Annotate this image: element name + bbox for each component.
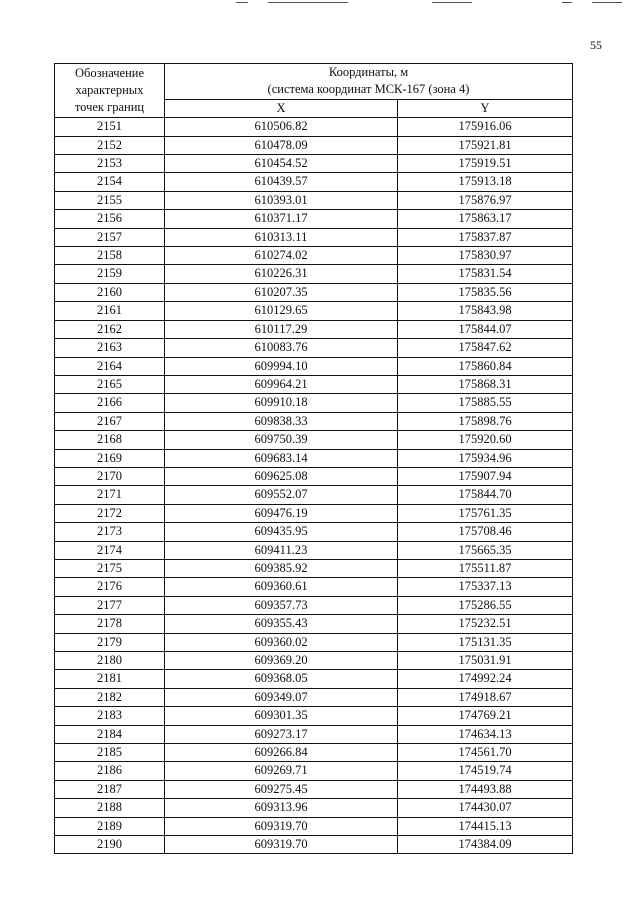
coordinates-table xyxy=(54,63,573,854)
x-coordinate-cell: 610393.01 xyxy=(165,191,398,209)
table-row xyxy=(55,504,573,522)
y-coordinate-cell: 175837.87 xyxy=(398,228,573,246)
table-body xyxy=(55,118,573,854)
point-id-cell: 2166 xyxy=(55,394,165,412)
table-row xyxy=(55,799,573,817)
y-coordinate-cell: 175847.62 xyxy=(398,339,573,357)
table-row xyxy=(55,615,573,633)
point-id-cell: 2161 xyxy=(55,302,165,320)
point-id-cell: 2159 xyxy=(55,265,165,283)
x-coordinate-cell: 610478.09 xyxy=(165,136,398,154)
y-coordinate-cell: 175860.84 xyxy=(398,357,573,375)
point-id-cell: 2177 xyxy=(55,596,165,614)
x-coordinate-cell: 609910.18 xyxy=(165,394,398,412)
point-id-cell: 2179 xyxy=(55,633,165,651)
table-row xyxy=(55,688,573,706)
table-row xyxy=(55,265,573,283)
point-id-cell: 2151 xyxy=(55,118,165,136)
y-coordinate-cell: 175830.97 xyxy=(398,247,573,265)
table-row xyxy=(55,762,573,780)
point-id-cell: 2185 xyxy=(55,744,165,762)
table-row xyxy=(55,357,573,375)
table-row xyxy=(55,173,573,191)
y-coordinate-cell: 174634.13 xyxy=(398,725,573,743)
x-column-header: X xyxy=(165,99,398,117)
y-coordinate-cell: 175907.94 xyxy=(398,467,573,485)
table-row xyxy=(55,467,573,485)
table-row xyxy=(55,136,573,154)
point-id-cell: 2157 xyxy=(55,228,165,246)
y-coordinate-cell: 175934.96 xyxy=(398,449,573,467)
table-row xyxy=(55,817,573,835)
point-id-cell: 2174 xyxy=(55,541,165,559)
table-row xyxy=(55,541,573,559)
y-coordinate-cell: 175761.35 xyxy=(398,504,573,522)
point-id-cell: 2164 xyxy=(55,357,165,375)
x-coordinate-cell: 609411.23 xyxy=(165,541,398,559)
x-coordinate-cell: 609369.20 xyxy=(165,652,398,670)
table-row xyxy=(55,596,573,614)
point-label-header xyxy=(55,64,165,118)
x-coordinate-cell: 609625.08 xyxy=(165,467,398,485)
point-id-cell: 2155 xyxy=(55,191,165,209)
point-label-header-line: точек границ xyxy=(74,100,145,115)
table-row xyxy=(55,559,573,577)
x-coordinate-cell: 609275.45 xyxy=(165,780,398,798)
table-row xyxy=(55,725,573,743)
y-coordinate-cell: 175665.35 xyxy=(398,541,573,559)
table-row xyxy=(55,412,573,430)
point-id-cell: 2153 xyxy=(55,155,165,173)
top-scan-marks xyxy=(0,0,640,8)
point-id-cell: 2172 xyxy=(55,504,165,522)
y-coordinate-cell: 175031.91 xyxy=(398,652,573,670)
point-id-cell: 2162 xyxy=(55,320,165,338)
x-coordinate-cell: 609838.33 xyxy=(165,412,398,430)
point-id-cell: 2188 xyxy=(55,799,165,817)
y-coordinate-cell: 175876.97 xyxy=(398,191,573,209)
table-row xyxy=(55,302,573,320)
table-row xyxy=(55,652,573,670)
x-coordinate-cell: 610371.17 xyxy=(165,210,398,228)
point-id-cell: 2171 xyxy=(55,486,165,504)
point-id-cell: 2170 xyxy=(55,467,165,485)
x-coordinate-cell: 609964.21 xyxy=(165,375,398,393)
y-coordinate-cell: 175868.31 xyxy=(398,375,573,393)
x-coordinate-cell: 610274.02 xyxy=(165,247,398,265)
x-coordinate-cell: 610207.35 xyxy=(165,283,398,301)
table-row xyxy=(55,155,573,173)
point-id-cell: 2176 xyxy=(55,578,165,596)
x-coordinate-cell: 610313.11 xyxy=(165,228,398,246)
point-id-cell: 2180 xyxy=(55,652,165,670)
x-coordinate-cell: 610506.82 xyxy=(165,118,398,136)
x-coordinate-cell: 609355.43 xyxy=(165,615,398,633)
y-coordinate-cell: 175898.76 xyxy=(398,412,573,430)
y-coordinate-cell: 174561.70 xyxy=(398,744,573,762)
x-coordinate-cell: 609683.14 xyxy=(165,449,398,467)
point-id-cell: 2189 xyxy=(55,817,165,835)
table-row xyxy=(55,247,573,265)
point-id-cell: 2175 xyxy=(55,559,165,577)
point-id-cell: 2173 xyxy=(55,523,165,541)
y-coordinate-cell: 175831.54 xyxy=(398,265,573,283)
x-coordinate-cell: 609435.95 xyxy=(165,523,398,541)
table-row xyxy=(55,394,573,412)
table-row xyxy=(55,744,573,762)
point-label-header-line: характерных xyxy=(75,82,144,97)
y-coordinate-cell: 175708.46 xyxy=(398,523,573,541)
point-id-cell: 2183 xyxy=(55,707,165,725)
page-number: 55 xyxy=(590,38,602,52)
y-coordinate-cell: 174992.24 xyxy=(398,670,573,688)
x-coordinate-cell: 609360.02 xyxy=(165,633,398,651)
y-coordinate-cell: 174493.88 xyxy=(398,780,573,798)
x-coordinate-cell: 610226.31 xyxy=(165,265,398,283)
x-coordinate-cell: 609266.84 xyxy=(165,744,398,762)
x-coordinate-cell: 609476.19 xyxy=(165,504,398,522)
table-row xyxy=(55,780,573,798)
y-coordinate-cell: 175337.13 xyxy=(398,578,573,596)
point-id-cell: 2158 xyxy=(55,247,165,265)
point-id-cell: 2168 xyxy=(55,431,165,449)
y-coordinate-cell: 174430.07 xyxy=(398,799,573,817)
x-coordinate-cell: 609313.96 xyxy=(165,799,398,817)
x-coordinate-cell: 609360.61 xyxy=(165,578,398,596)
table-row xyxy=(55,431,573,449)
x-coordinate-cell: 609319.70 xyxy=(165,817,398,835)
table-row xyxy=(55,449,573,467)
x-coordinate-cell: 609357.73 xyxy=(165,596,398,614)
point-id-cell: 2154 xyxy=(55,173,165,191)
table-header xyxy=(55,64,573,118)
table-row xyxy=(55,118,573,136)
point-id-cell: 2190 xyxy=(55,836,165,854)
y-coordinate-cell: 175921.81 xyxy=(398,136,573,154)
point-id-cell: 2181 xyxy=(55,670,165,688)
table-row xyxy=(55,283,573,301)
y-coordinate-cell: 175916.06 xyxy=(398,118,573,136)
y-coordinate-cell: 175863.17 xyxy=(398,210,573,228)
table-row xyxy=(55,191,573,209)
y-coordinate-cell: 175835.56 xyxy=(398,283,573,301)
point-id-cell: 2152 xyxy=(55,136,165,154)
y-coordinate-cell: 175131.35 xyxy=(398,633,573,651)
x-coordinate-cell: 610439.57 xyxy=(165,173,398,191)
x-coordinate-cell: 609349.07 xyxy=(165,688,398,706)
table-row xyxy=(55,486,573,504)
y-coordinate-cell: 175286.55 xyxy=(398,596,573,614)
y-coordinate-cell: 174415.13 xyxy=(398,817,573,835)
y-coordinate-cell: 175919.51 xyxy=(398,155,573,173)
point-id-cell: 2182 xyxy=(55,688,165,706)
x-coordinate-cell: 609750.39 xyxy=(165,431,398,449)
y-coordinate-cell: 174384.09 xyxy=(398,836,573,854)
table-row xyxy=(55,210,573,228)
point-label-header-line: Обозначение xyxy=(74,65,145,80)
table-row xyxy=(55,228,573,246)
y-coordinate-cell: 175913.18 xyxy=(398,173,573,191)
x-coordinate-cell: 610454.52 xyxy=(165,155,398,173)
x-coordinate-cell: 609552.07 xyxy=(165,486,398,504)
y-coordinate-cell: 175885.55 xyxy=(398,394,573,412)
point-id-cell: 2186 xyxy=(55,762,165,780)
point-id-cell: 2160 xyxy=(55,283,165,301)
y-coordinate-cell: 175232.51 xyxy=(398,615,573,633)
x-coordinate-cell: 609269.71 xyxy=(165,762,398,780)
x-coordinate-cell: 609385.92 xyxy=(165,559,398,577)
x-coordinate-cell: 610083.76 xyxy=(165,339,398,357)
point-id-cell: 2167 xyxy=(55,412,165,430)
y-coordinate-cell: 175920.60 xyxy=(398,431,573,449)
x-coordinate-cell: 609994.10 xyxy=(165,357,398,375)
y-coordinate-cell: 175843.98 xyxy=(398,302,573,320)
table-row xyxy=(55,578,573,596)
x-coordinate-cell: 610117.29 xyxy=(165,320,398,338)
coordinates-group-header xyxy=(165,64,573,100)
y-coordinate-cell: 174769.21 xyxy=(398,707,573,725)
point-id-cell: 2163 xyxy=(55,339,165,357)
point-id-cell: 2165 xyxy=(55,375,165,393)
table-row xyxy=(55,523,573,541)
x-coordinate-cell: 609319.70 xyxy=(165,836,398,854)
table-row xyxy=(55,836,573,854)
table-row xyxy=(55,670,573,688)
point-id-cell: 2156 xyxy=(55,210,165,228)
point-id-cell: 2178 xyxy=(55,615,165,633)
point-id-cell: 2187 xyxy=(55,780,165,798)
y-coordinate-cell: 174519.74 xyxy=(398,762,573,780)
table-row xyxy=(55,633,573,651)
coordinates-group-line: Координаты, м xyxy=(328,65,409,79)
y-coordinate-cell: 175511.87 xyxy=(398,559,573,577)
coordinates-group-line: (система координат МСК-167 (зона 4) xyxy=(267,82,470,97)
table-row xyxy=(55,339,573,357)
y-column-header: Y xyxy=(398,99,573,117)
y-coordinate-cell: 175844.70 xyxy=(398,486,573,504)
x-coordinate-cell: 609301.35 xyxy=(165,707,398,725)
point-id-cell: 2184 xyxy=(55,725,165,743)
point-id-cell: 2169 xyxy=(55,449,165,467)
x-coordinate-cell: 609273.17 xyxy=(165,725,398,743)
y-coordinate-cell: 175844.07 xyxy=(398,320,573,338)
y-coordinate-cell: 174918.67 xyxy=(398,688,573,706)
table-row xyxy=(55,320,573,338)
x-coordinate-cell: 610129.65 xyxy=(165,302,398,320)
x-coordinate-cell: 609368.05 xyxy=(165,670,398,688)
table-row xyxy=(55,375,573,393)
table-row xyxy=(55,707,573,725)
